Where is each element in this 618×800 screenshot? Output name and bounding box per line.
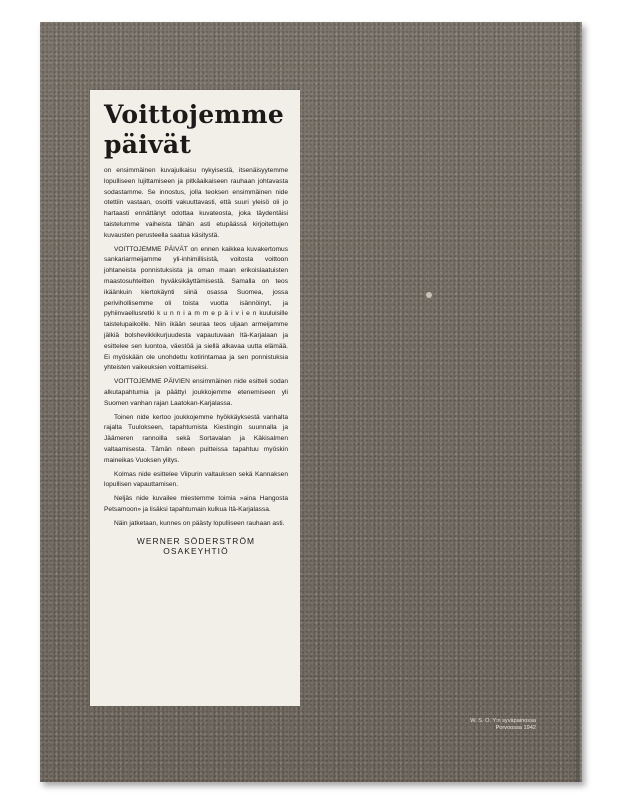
cover-edge [576, 22, 582, 782]
book-back-cover [40, 22, 582, 782]
imprint-line-2: Porvoossa 1942 [495, 725, 536, 731]
publisher-name: WERNER SÖDERSTRÖM OSAKEYHTIÖ [136, 535, 256, 556]
imprint-line-1: W. S. O. Y:n syväpainossa [470, 718, 536, 724]
cover-label [90, 90, 300, 706]
book-title [104, 100, 288, 160]
paragraph-5: Kolmas nide esittelee Viipurin valtauksen sekä Kannaksen lopullisen vapauttamisen. [104, 470, 288, 489]
title-line-1: Voittojemme [104, 100, 285, 129]
paragraph-2: VOITTOJEMME PÄIVÄT on ennen kaikkea kuvakertomus sankariarmeijamme yli-inhimillisistä, voitosta voittoon johtaneista ponnistuksista ja oman maan erikoislaatuisten maastosuhteitten hyväksikäyttämisestä. Samalla on teos ikäänkuin kiertokäynti siinä osassa Suomea, jossa perivihollisemme oli toista vuotta isännöinyt, ja pyhiinvaellusretki k u n n i a m m e p ä i v i e n kuuluisille taistelupaikoille. Niin ikään seuraa teos uljaan armeijamme jälkiä bolshevikkikurjuudesta vapautuvaan Itä-Karjalaan ja esittelee sen luontoa, väestöä ja siellä alkavaa uutta elämää. Ei myöskään ole unohdettu kotirintamaa ja sen ponnistuksia yhteisten vaikeuksien voittamiseksi. [104, 245, 288, 372]
paragraph-7: Näin jatketaan, kunnes on päästy lopulliseen rauhaan asti. [114, 519, 285, 527]
paragraph-3: VOITTOJEMME PÄIVIEN ensimmäinen nide esitteli sodan alkutapahtumia ja päättyi joukkojemme etenemiseen yli Suomen vanhan rajan Laatokan-Karjalassa. [104, 378, 288, 407]
paragraph-6: Neljäs nide kuvailee miestemme toimia »aina Hangosta Petsamoon» ja lisäksi tapahtumain kulkua Itä-Karjalassa. [104, 495, 288, 513]
cover-hole [426, 292, 432, 298]
title-line-2: päivät [104, 130, 192, 159]
paragraph-4: Toinen nide kertoo joukkojemme hyökkäyksestä vanhalta rajalta Tuulokseen, tapahtumista Kiestingin suunnalla ja Jäämeren rannoilla sekä Sortavalan ja Käkisalmen valtaamisesta. Tämän niteen puitteissa tapahtuu myöskin maineikas Vuoksen ylitys. [104, 413, 288, 464]
paragraph-1: on ensimmäinen kuvajulkaisu nykyisestä, itsenäisyytemme lopulliseen lujittamiseen ja pitkäaikaiseen rauhaan johtavasta sodastamme. Se innostus, jolla teoksen ensimmäinen nide otettiin vastaan, osoitti vakuuttavasti, että suuri yleisö oli jo hartaasti ennättänyt odottaa kuvateosta, joka täydentäisi taistelumme vaiheista tähän asti etupäässä kirjoitettujen kuvausten perusteella saatua käsitystä. [104, 167, 288, 239]
printer-imprint [470, 718, 536, 732]
